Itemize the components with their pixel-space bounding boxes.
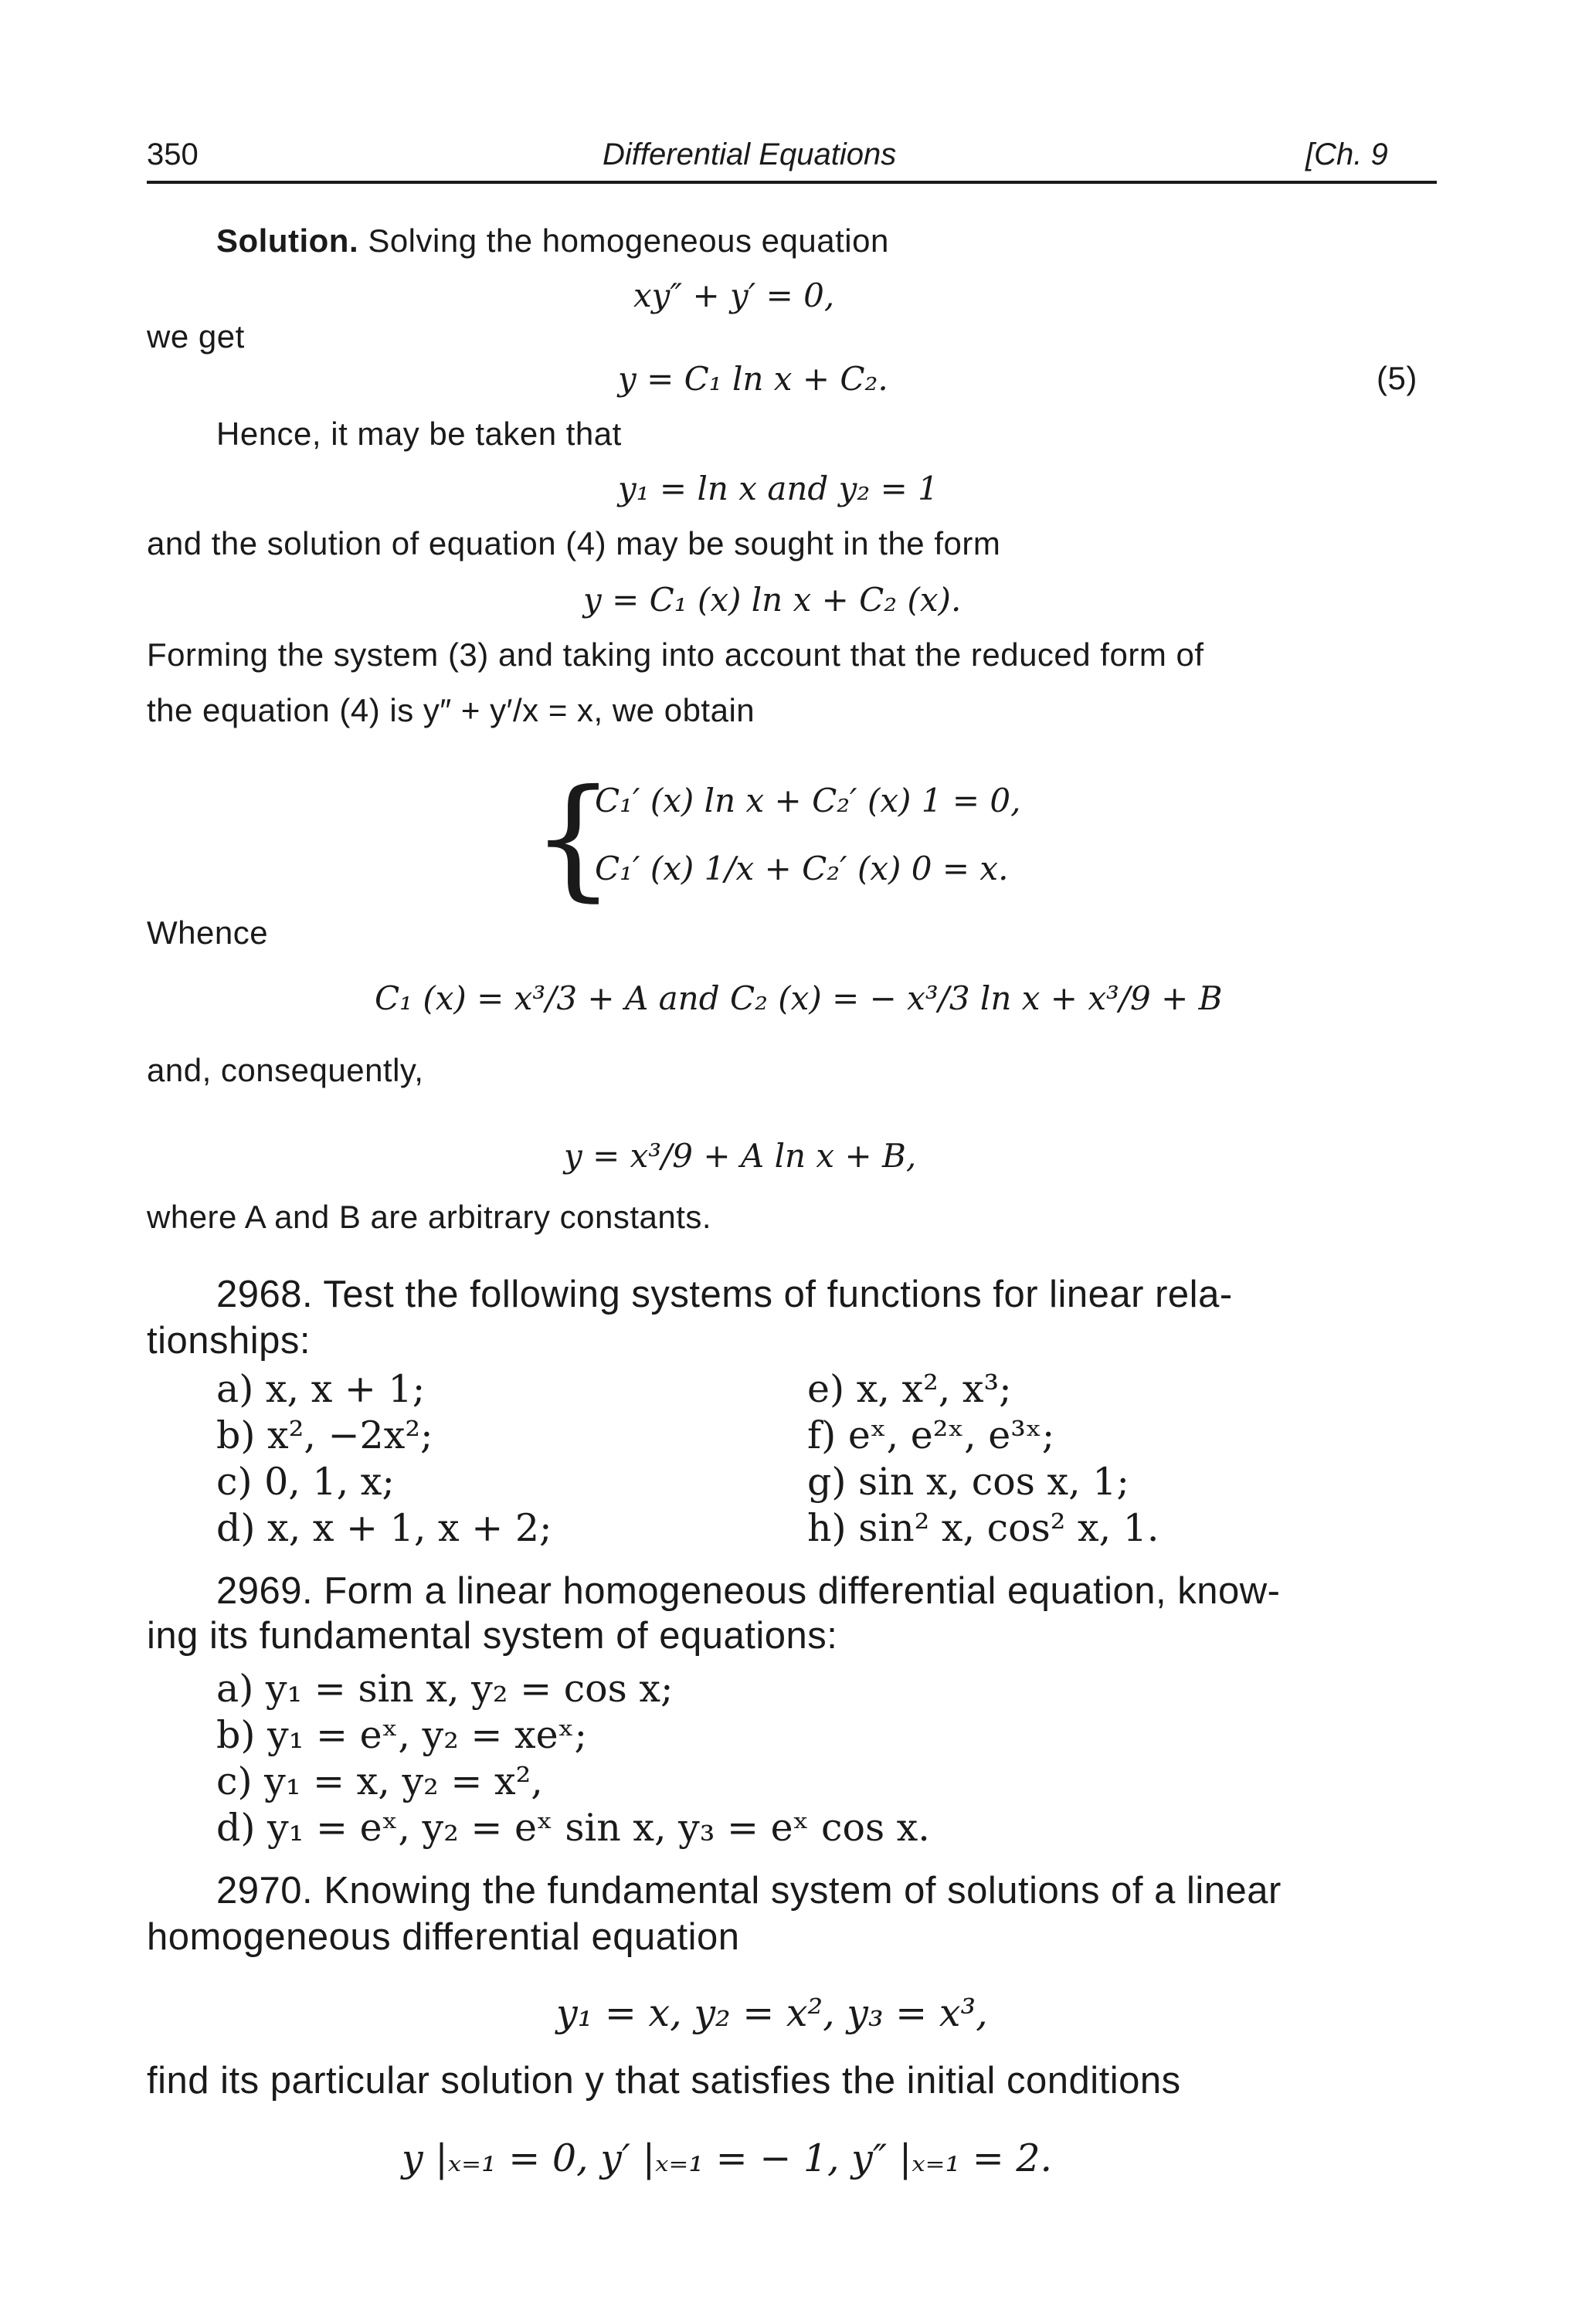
- problem-2970-text: Knowing the fundamental system of solutions of a linear: [324, 1870, 1282, 1912]
- problem-2970-number: 2970.: [216, 1870, 314, 1912]
- eq-final-solution: y = x³/9 + A ln x + B,: [564, 1137, 917, 1175]
- problem-2968-text: Test the following systems of functions for linear rela-: [323, 1274, 1233, 1315]
- problem-2968-item-f: f) eˣ, e²ˣ, e³ˣ;: [807, 1413, 1055, 1457]
- system-line-2: C₁′ (x) 1/x + C₂′ (x) 0 = x.: [595, 850, 1009, 887]
- eq-y1-y2: y₁ = ln x and y₂ = 1: [618, 470, 939, 507]
- problem-2968-line-2: tionships:: [147, 1320, 311, 1362]
- problem-2970-eq-conditions: y |ₓ₌₁ = 0, y′ |ₓ₌₁ = − 1, y″ |ₓ₌₁ = 2.: [402, 2136, 1053, 2180]
- problem-2969-text: Form a linear homogeneous differential equation, know-: [324, 1570, 1281, 1612]
- solution-lead: [216, 222, 889, 260]
- problem-2969-number: 2969.: [216, 1570, 314, 1612]
- problem-2968-number: 2968.: [216, 1274, 314, 1315]
- problem-2969-item-b: b) y₁ = eˣ, y₂ = xeˣ;: [216, 1713, 587, 1757]
- header-rule: [147, 181, 1437, 184]
- problem-2969-item-c: c) y₁ = x, y₂ = x²,: [216, 1759, 543, 1803]
- problem-2970-line-1: [216, 1869, 1282, 1912]
- chapter-label: [Ch. 9: [1305, 137, 1388, 171]
- reduced-form-text: the equation (4) is y″ + y′/x = x, we obtain: [147, 692, 755, 728]
- problem-2969-item-d: d) y₁ = eˣ, y₂ = eˣ sin x, y₃ = eˣ cos x.: [216, 1806, 930, 1850]
- problem-2968-item-c: c) 0, 1, x;: [216, 1460, 395, 1504]
- running-title: Differential Equations: [603, 137, 897, 171]
- problem-2970-eq-system: y₁ = x, y₂ = x², y₃ = x³,: [556, 1991, 988, 2035]
- problem-2970-line-2: homogeneous differential equation: [147, 1916, 740, 1958]
- whence-text: Whence: [147, 914, 269, 951]
- where-text: where A and B are arbitrary constants.: [147, 1199, 712, 1235]
- problem-2969-line-1: [216, 1569, 1280, 1613]
- problem-2970-line-3: find its particular solution y that satisfies the initial conditions: [147, 2060, 1181, 2102]
- eq-c1-c2: C₁ (x) = x³/3 + A and C₂ (x) = − x³/3 ln x + x³/9 + B: [375, 979, 1223, 1017]
- solution-lead-text: Solving the homogeneous equation: [368, 222, 889, 259]
- eq-general-solution: y = C₁ ln x + C₂.: [618, 360, 888, 398]
- eq-form: y = C₁ (x) ln x + C₂ (x).: [583, 581, 962, 619]
- problem-2968-item-b: b) x², −2x²;: [216, 1413, 433, 1457]
- hence-text: Hence, it may be taken that: [216, 416, 622, 452]
- eq-number: (5): [1377, 360, 1417, 396]
- sought-text: and the solution of equation (4) may be sought in the form: [147, 525, 1001, 561]
- forming-text: Forming the system (3) and taking into account that the reduced form of: [147, 636, 1204, 673]
- problem-2969-item-a: a) y₁ = sin x, y₂ = cos x;: [216, 1667, 674, 1711]
- we-get-text: we get: [147, 318, 245, 355]
- problem-2968-line-1: [216, 1273, 1233, 1316]
- problem-2968-item-e: e) x, x², x³;: [807, 1367, 1012, 1411]
- eq-homogeneous: xy″ + y′ = 0,: [633, 277, 835, 314]
- problem-2968-item-d: d) x, x + 1, x + 2;: [216, 1506, 552, 1550]
- problem-2968-item-a: a) x, x + 1;: [216, 1367, 426, 1411]
- solution-label: Solution.: [216, 222, 359, 259]
- system-brace: {: [531, 762, 616, 914]
- problem-2968-item-g: g) sin x, cos x, 1;: [807, 1460, 1129, 1504]
- problem-2968-item-h: h) sin² x, cos² x, 1.: [807, 1506, 1159, 1550]
- page-number: 350: [147, 137, 199, 171]
- consequently-text: and, consequently,: [147, 1052, 424, 1088]
- problem-2969-line-2: ing its fundamental system of equations:: [147, 1615, 838, 1657]
- system-line-1: C₁′ (x) ln x + C₂′ (x) 1 = 0,: [595, 782, 1021, 819]
